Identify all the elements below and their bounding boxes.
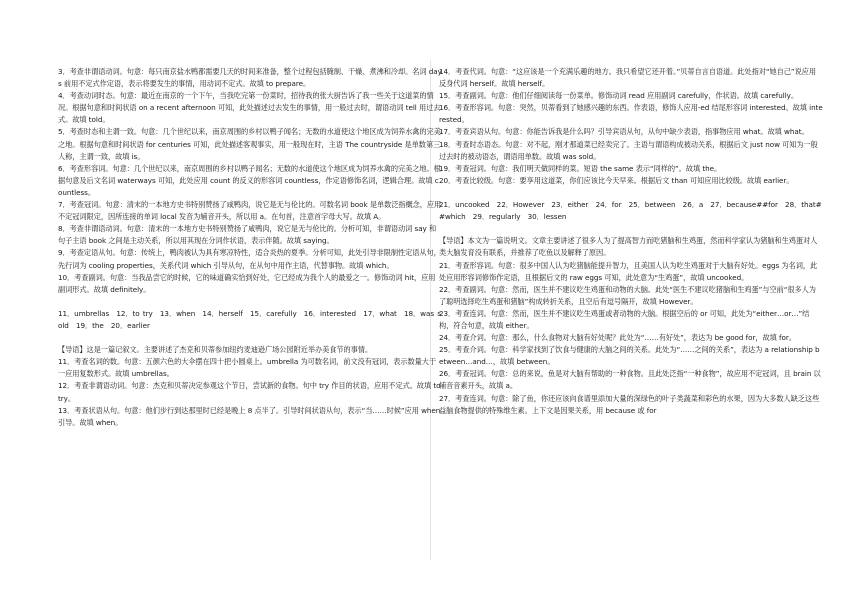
- left-column: [58, 66, 442, 429]
- explanation-paragraph: 25．考查介词。句意：科学家找到了饮食与健康的大脑之间的关系。此处为“……之间的关系”，表达为 a relationship between…and…，故填 between。: [439, 345, 820, 367]
- explanation-paragraph: 17．考查宾语从句。句意：你能告诉我是什么吗？引导宾语从句，从句中缺少表语，指事物应用 what。故填 what。: [439, 127, 809, 137]
- explanation-paragraph: 22．考查副词。句意：然而，医生并不建议吃生鸡蛋和动物的大脑。此处“医生不建议吃猪脑和生鸡蛋”与空前“很多人为了聪明选择吃生鸡蛋和猪脑”构成转折关系，且空后有逗号隔开，故填 However。: [439, 284, 816, 306]
- explanation-paragraph: 18．考查时态语态。句意：对不起，刚才那道菜已经卖完了。主语与谓语构成被动关系，根据后文 just now 可知为一般过去时的被动语态，谓语用单数。故填 was sold。: [439, 139, 818, 161]
- explanation-paragraph: 11．考查名词的数。句意：五颜六色的大伞摆在四十把小圆桌上。umbrella 为可数名词，前文没有冠词，表示数量大于一应用复数形式。故填 umbrellas。: [58, 357, 437, 379]
- explanation-paragraph: 3．考查非谓语动词。句意：每只南京盐水鸭都需要几天的时间来准备，整个过程包括腌制、干燥、煮沸和冷却。名词 days 前用不定式作定语，表示将要发生的事情，用动词不定式。故填 to prepare。: [58, 67, 442, 89]
- explanation-paragraph: 26．考查冠词。句意：总的来说，鱼是对大脑有帮助的一种食物。且此处泛指“一种食物”，故应用不定冠词，且 brain 以辅音音素开头，故填 a。: [439, 369, 821, 391]
- explanation-paragraph: 8．考查非谓语动词。句意：清末的一本地方史书特别赞扬了咸鸭肉，说它是无与伦比的。分析可知，非谓语动词 say 和句子主语 book 之间是主动关系，所以用其现在分词作状语，表示伴随。故填 saying。: [58, 224, 437, 246]
- explanation-paragraph: 16．考查形容词。句意：突然，贝蒂看到了她感兴趣的东西。作表语，修饰人应用-ed 结尾形容词 interested。故填 interested。: [439, 103, 823, 125]
- blank-line: [58, 332, 442, 344]
- guide-paragraph: 【导语】这是一篇记叙文。主要讲述了杰克和贝蒂参加纽约麦迪逊广场公园附近举办美食节的事情。: [58, 345, 373, 355]
- explanation-paragraph: 24．考查介词。句意：那么，什么食物对大脑有好处呢？此处为“……有好处”，表达为 be good for，故填 for。: [439, 333, 796, 343]
- explanation-paragraph: 27．考查连词。句意：除了鱼，你还应该向食谱里添加大量的深绿色的叶子类蔬菜和彩色的水果，因为大多数人缺乏这些益脑食物提供的特殊维生素。上下文是因果关系，用 because 或 for: [439, 393, 820, 415]
- explanation-paragraph: 12．考查非谓语动词。句意：杰克和贝蒂决定参观这个节日，尝试新的食物。句中 try 作目的状语，应用不定式。故填 to try。: [58, 381, 441, 403]
- explanation-paragraph: 21．考查形容词。句意：很多中国人认为吃猪脑能提升智力，且美国人认为吃生鸡蛋对于大脑有好处。eggs 为名词，此处应用形容词修饰作定语，且根据后文的 raw eggs 可知，此处意为“生鸡蛋”，故填 uncooked。: [439, 260, 818, 282]
- answer-key: 21．uncooked 22．However 23．either 24．for 25．between 26．a 27．because##for 28．that##which 29．regularly 30．lessen: [439, 200, 822, 222]
- explanation-paragraph: 13．考查状语从句。句意：他们步行到达那里时已经是晚上 8 点半了。引导时间状语从句，表示“当……时候”应用 when 引导。故填 when。: [58, 405, 441, 427]
- right-column: [439, 66, 823, 417]
- explanation-paragraph: 7．考查冠词。句意：清末的一本地方史书特别赞扬了咸鸭肉，说它是无与伦比的。可数名词 book 是单数泛指概念，应用不定冠词限定，因所连接的单词 local 发音为辅音开头，所以用 a。在句首，注意首字母大写。故填 A。: [58, 200, 442, 222]
- explanation-paragraph: 14．考查代词。句意：“这应该是一个充满乐趣的地方。我只希望它还开着。”贝蒂自言自语道。此处指对“她自己”说应用反身代词 herself。故填 herself。: [439, 67, 817, 89]
- explanation-paragraph: 23．考查连词。句意：然而，医生并不建议吃生鸡蛋或者动物的大脑。根据空后的 or 可知，此处为“either…or…”结构，符合句意，故填 either。: [439, 308, 810, 330]
- explanation-paragraph: 4．考查动词时态。句意：最近在南京的一个下午，当我吃完第一份菜时，招待我的张大厨告诉了我一些关于这道菜的情况。根据句意和时间状语 on a recent afternoon 可知，此处描述过去发生的事情，用一般过去时，谓语动词 tell 用过去式。故填 told。: [58, 91, 441, 125]
- explanation-paragraph: 10．考查副词。句意：当我品尝它的时候，它的味道确实恰到好处，它已经成为我个人的最爱之一。修饰动词 hit，应用副词形式。故填 definitely。: [58, 272, 436, 294]
- blank-line: [439, 223, 823, 235]
- explanation-paragraph: 15．考查副词。句意：他们仔细阅读每一份菜单。修饰动词 read 应用副词 carefully，作状语。故填 carefully。: [439, 91, 798, 101]
- guide-paragraph: 【导语】本文为一篇说明文。文章主要讲述了很多人为了提高智力而吃猪脑和生鸡蛋，然而科学家认为猪脑和生鸡蛋对人类大脑发育没有联系，并推荐了吃鱼以及解释了原因。: [439, 236, 818, 258]
- answer-key: 11．umbrellas 12．to try 13．when 14．herself 15．carefully 16．interested 17．what 18．was sold 19．the 20．earlier: [58, 308, 441, 330]
- explanation-paragraph: 20．考查比较级。句意：要享用这道菜，你们应该比今天早来。根据后文 than 可知应用比较级。故填 earlier。: [439, 175, 794, 185]
- blank-line: [58, 296, 442, 308]
- explanation-paragraph: 6．考查形容词。句意：几个世纪以来，南京周围的乡村以鸭子闻名；无数的水道使这个地区成为饲养水禽的完美之地。根据句意及后文名词 waterways 可知，此处应用 count 的反义的形容词 countless，作定语修饰名词，逻辑合理。故填 countless。: [58, 163, 441, 197]
- explanation-paragraph: 19．考查冠词。句意：我们明天做同样的菜。短语 the same 表示“同样的”。故填 the。: [439, 163, 722, 173]
- explanation-paragraph: 5．考查时态和主谓一致。句意：几个世纪以来，南京周围的乡村以鸭子闻名；无数的水道使这个地区成为饲养水禽的完美之地。根据句意和时间状语 for centuries 可知，此处描述客观事实，用一般现在时，主语 The countryside 是单数第三人称，主谓一致，故填 is。: [58, 127, 441, 161]
- explanation-paragraph: 9．考查定语从句。句意：传统上，鸭肉被认为具有寒凉特性，适合炎热的夏季。分析可知，此处引导非限制性定语从句，先行词为 cooling properties，关系代词 which 引导从句，在从句中用作主语，代替事物。故填 which。: [58, 248, 441, 270]
- blank-line: [439, 187, 823, 199]
